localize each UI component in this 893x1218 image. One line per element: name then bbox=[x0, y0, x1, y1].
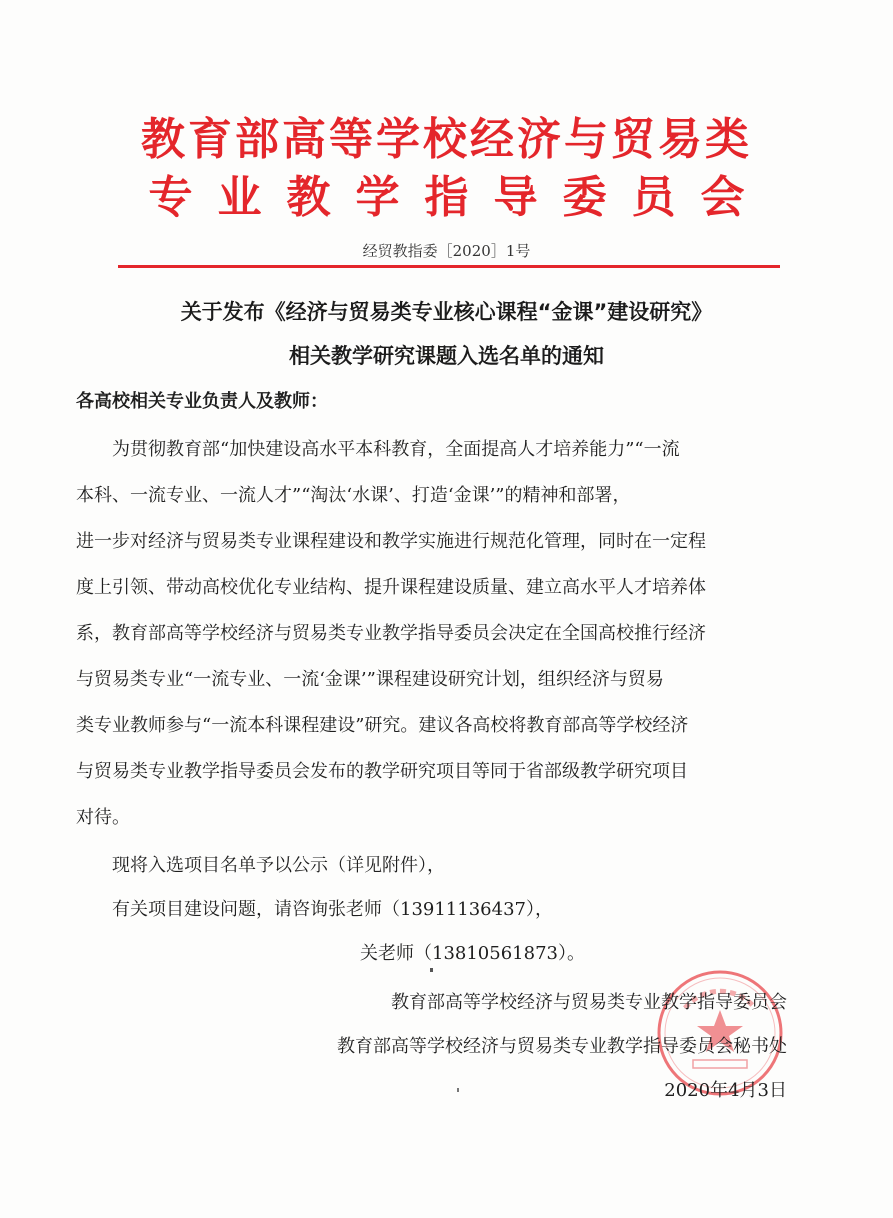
body-line: 类专业教师参与“一流本科课程建设”研究。建议各高校将教育部高等学校经济 bbox=[76, 715, 689, 736]
publicize-line: 现将入选项目名单予以公示（详见附件）， bbox=[112, 855, 445, 876]
letterhead-line-1: 教育部高等学校经济与贸易类 bbox=[141, 114, 752, 165]
letterhead-line-2: 专业教学指导委员会 bbox=[148, 172, 770, 223]
scan-speck bbox=[430, 968, 433, 972]
body-line: 本科、一流专业、一流人才”“淘汰‘水课’、打造‘金课’”的精神和部署， bbox=[76, 485, 631, 506]
body-line: 度上引领、带动高校优化专业结构、提升课程建设质量、建立高水平人才培养体 bbox=[76, 577, 706, 598]
red-divider bbox=[118, 265, 780, 268]
body-line: 与贸易类专业“一流专业、一流‘金课’”课程建设研究计划，组织经济与贸易 bbox=[76, 669, 664, 690]
signature-org-1: 教育部高等学校经济与贸易类专业教学指导委员会 bbox=[391, 992, 787, 1013]
contact-line-2: 关老师（13810561873）。 bbox=[360, 943, 585, 964]
scan-speck bbox=[457, 1088, 459, 1092]
body-line: 系，教育部高等学校经济与贸易类专业教学指导委员会决定在全国高校推行经济 bbox=[76, 623, 706, 644]
contact-line-1: 有关项目建设问题，请咨询张老师（13911136437）， bbox=[112, 899, 553, 920]
notice-title-line-1: 关于发布《经济与贸易类专业核心课程“金课”建设研究》 bbox=[180, 300, 713, 324]
body-line: 与贸易类专业教学指导委员会发布的教学研究项目等同于省部级教学研究项目 bbox=[76, 761, 688, 782]
salutation: 各高校相关专业负责人及教师： bbox=[76, 391, 328, 412]
body-line: 为贯彻教育部“加快建设高水平本科教育，全面提高人才培养能力”“一流 bbox=[112, 439, 680, 460]
document-number: 经贸教指委［2020］1号 bbox=[362, 242, 531, 260]
signature-org-2: 教育部高等学校经济与贸易类专业教学指导委员会秘书处 bbox=[337, 1036, 787, 1057]
body-line: 进一步对经济与贸易类专业课程建设和教学实施进行规范化管理，同时在一定程 bbox=[76, 531, 706, 552]
notice-title-line-2: 相关教学研究课题入选名单的通知 bbox=[289, 344, 604, 368]
body-line: 对待。 bbox=[76, 807, 130, 828]
signature-date: 2020年4月3日 bbox=[664, 1080, 787, 1101]
